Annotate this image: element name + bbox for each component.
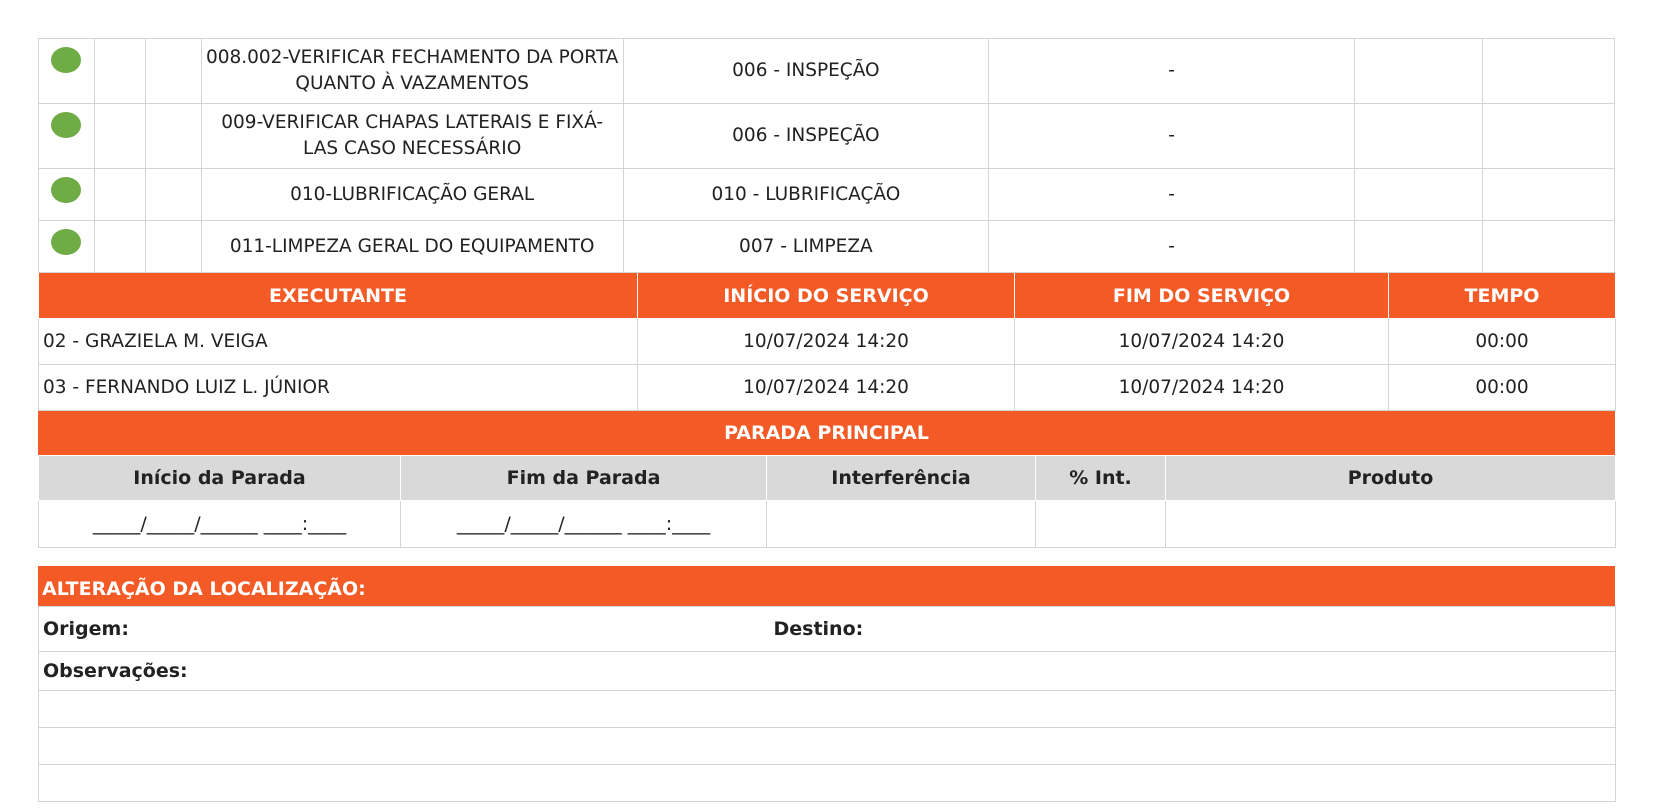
table-row <box>39 169 1615 221</box>
header-inicio-servico: INÍCIO DO SERVIÇO <box>638 273 1015 319</box>
alteracao-localizacao-title: ALTERAÇÃO DA LOCALIZAÇÃO: <box>38 566 1615 606</box>
executor-name: 02 - GRAZIELA M. VEIGA <box>39 319 638 365</box>
destino-label: Destino: <box>773 618 864 640</box>
task-table <box>38 38 1615 273</box>
executor-name: 03 - FERNANDO LUIZ L. JÚNIOR <box>39 365 638 411</box>
observacoes-line <box>39 765 1616 802</box>
table-row <box>39 319 1616 365</box>
executor-end: 10/07/2024 14:20 <box>1015 365 1389 411</box>
task-value: - <box>989 39 1355 104</box>
pct-int-field[interactable] <box>1036 501 1166 548</box>
executor-header-row <box>39 273 1616 319</box>
header-interferencia: Interferência <box>767 456 1036 501</box>
executor-start: 10/07/2024 14:20 <box>638 319 1015 365</box>
observacoes-field[interactable] <box>39 652 1616 691</box>
parada-principal-title: PARADA PRINCIPAL <box>38 411 1615 455</box>
observacoes-blank-line[interactable] <box>39 728 1616 765</box>
executor-table <box>38 273 1616 411</box>
status-cell <box>39 104 95 169</box>
parada-header-row <box>39 456 1616 501</box>
header-executante: EXECUTANTE <box>39 273 638 319</box>
observacoes-blank-line[interactable] <box>39 691 1616 728</box>
task-value: - <box>989 169 1355 221</box>
header-produto: Produto <box>1166 456 1616 501</box>
header-tempo: TEMPO <box>1389 273 1616 319</box>
task-type: 006 - INSPEÇÃO <box>623 104 988 169</box>
executor-end: 10/07/2024 14:20 <box>1015 319 1389 365</box>
task-description: 011-LIMPEZA GERAL DO EQUIPAMENTO <box>201 221 623 273</box>
observacoes-blank-line[interactable] <box>39 765 1616 802</box>
header-pct-int: % Int. <box>1036 456 1166 501</box>
task-type: 006 - INSPEÇÃO <box>623 39 988 104</box>
origem-field[interactable] <box>39 607 770 652</box>
status-dot-icon <box>51 229 81 255</box>
origem-label: Origem: <box>43 618 129 640</box>
observacoes-line <box>39 691 1616 728</box>
task-value: - <box>989 104 1355 169</box>
header-fim-servico: FIM DO SERVIÇO <box>1015 273 1389 319</box>
status-dot-icon <box>51 47 81 73</box>
task-description: 009-VERIFICAR CHAPAS LATERAIS E FIXÁ-LAS CASO NECESSÁRIO <box>201 104 623 169</box>
table-row <box>39 221 1615 273</box>
status-cell <box>39 221 95 273</box>
origem-destino-row <box>39 607 1616 652</box>
task-description: 010-LUBRIFICAÇÃO GERAL <box>201 169 623 221</box>
inicio-parada-field[interactable]: _____/_____/______ ____:____ <box>39 501 401 548</box>
executor-time: 00:00 <box>1389 365 1616 411</box>
status-dot-icon <box>51 177 81 203</box>
destino-field[interactable] <box>770 607 1616 652</box>
status-cell <box>39 39 95 104</box>
task-type: 007 - LIMPEZA <box>623 221 988 273</box>
fim-parada-field[interactable]: _____/_____/______ ____:____ <box>401 501 767 548</box>
observacoes-row <box>39 652 1616 691</box>
parada-table <box>38 455 1616 548</box>
executor-start: 10/07/2024 14:20 <box>638 365 1015 411</box>
task-description: 008.002-VERIFICAR FECHAMENTO DA PORTA QUANTO À VAZAMENTOS <box>201 39 623 104</box>
interferencia-field[interactable] <box>767 501 1036 548</box>
header-inicio-parada: Início da Parada <box>39 456 401 501</box>
observacoes-line <box>39 728 1616 765</box>
service-order-page <box>38 38 1615 802</box>
header-fim-parada: Fim da Parada <box>401 456 767 501</box>
observacoes-label: Observações: <box>43 660 188 682</box>
table-row <box>39 39 1615 104</box>
status-dot-icon <box>51 112 81 138</box>
parada-input-row <box>39 501 1616 548</box>
executor-time: 00:00 <box>1389 319 1616 365</box>
table-row <box>39 104 1615 169</box>
produto-field[interactable] <box>1166 501 1616 548</box>
status-cell <box>39 169 95 221</box>
table-row <box>39 365 1616 411</box>
localizacao-table <box>38 606 1616 802</box>
task-type: 010 - LUBRIFICAÇÃO <box>623 169 988 221</box>
task-value: - <box>989 221 1355 273</box>
